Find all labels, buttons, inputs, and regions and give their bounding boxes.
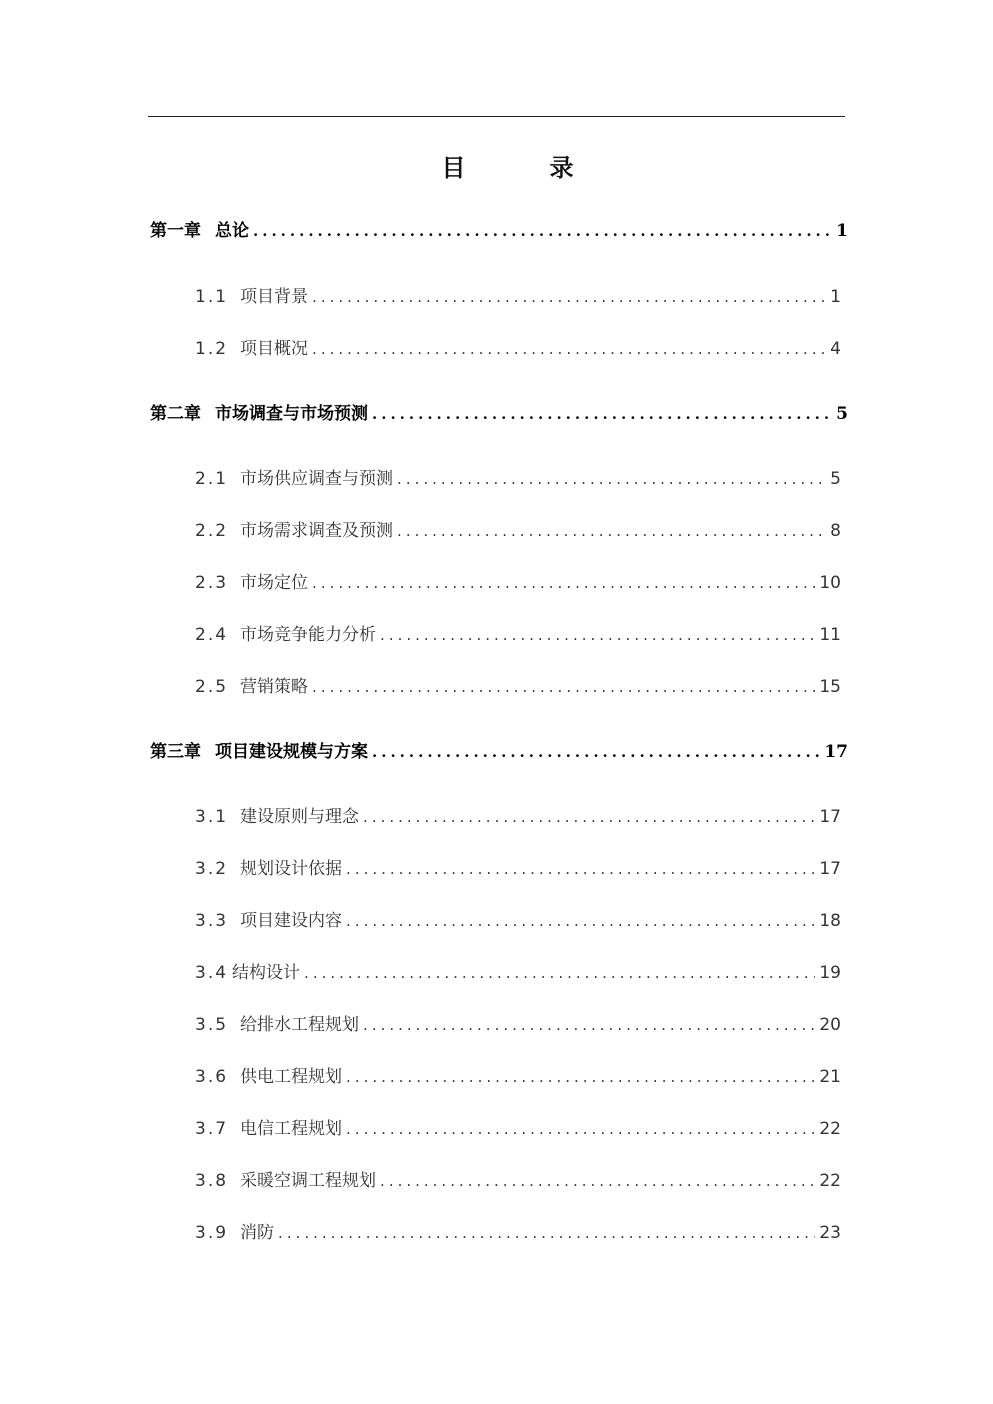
page-number: 21 xyxy=(819,1067,841,1087)
dot-leader xyxy=(397,466,826,492)
dot-leader xyxy=(312,336,826,362)
dot-leader xyxy=(278,1220,815,1246)
section-number: 1.1 xyxy=(195,287,229,307)
toc-section-3-2[interactable] xyxy=(195,856,841,882)
dot-leader xyxy=(346,1064,815,1090)
toc-entry-label xyxy=(150,401,368,427)
toc-chapter-1[interactable] xyxy=(150,218,848,244)
toc-entry-label xyxy=(195,960,300,986)
page-number: 20 xyxy=(819,1015,841,1035)
toc-section-3-9[interactable] xyxy=(195,1220,841,1246)
toc-entry-label xyxy=(195,570,308,596)
toc-entry-label xyxy=(195,466,393,492)
dot-leader xyxy=(304,960,815,986)
page-number: 5 xyxy=(836,404,848,424)
section-title: 供电工程规划 xyxy=(240,1067,343,1087)
section-title: 建设原则与理念 xyxy=(240,807,360,827)
dot-leader xyxy=(363,804,815,830)
toc-section-3-6[interactable] xyxy=(195,1064,841,1090)
section-number: 3.9 xyxy=(195,1223,229,1243)
toc-entry-label xyxy=(195,284,308,310)
dot-leader xyxy=(346,1116,815,1142)
page-number: 17 xyxy=(819,807,841,827)
header-rule xyxy=(148,116,845,117)
dot-leader xyxy=(312,674,815,700)
section-number: 3.2 xyxy=(195,859,229,879)
toc-section-3-5[interactable] xyxy=(195,1012,841,1038)
section-number: 2.3 xyxy=(195,573,229,593)
toc-section-2-3[interactable] xyxy=(195,570,841,596)
page-number: 18 xyxy=(819,911,841,931)
chapter-number: 第一章 xyxy=(150,221,201,241)
toc-section-2-5[interactable] xyxy=(195,674,841,700)
section-title: 规划设计依据 xyxy=(240,859,343,879)
toc-entry-label xyxy=(195,908,342,934)
section-number: 3.5 xyxy=(195,1015,229,1035)
toc-section-2-4[interactable] xyxy=(195,622,841,648)
section-number: 3.7 xyxy=(195,1119,229,1139)
section-number: 2.2 xyxy=(195,521,229,541)
toc-entry-label xyxy=(195,1064,342,1090)
toc-entry-label xyxy=(195,622,376,648)
toc-entry-label xyxy=(195,1012,359,1038)
toc-section-1-2[interactable] xyxy=(195,336,841,362)
page-number: 8 xyxy=(830,521,841,541)
toc-title: 目 录 xyxy=(441,153,604,182)
toc-section-3-1[interactable] xyxy=(195,804,841,830)
toc-section-3-7[interactable] xyxy=(195,1116,841,1142)
section-number: 3.4 xyxy=(195,963,229,983)
toc-entry-label xyxy=(195,1116,342,1142)
section-title: 市场竞争能力分析 xyxy=(240,625,377,645)
page-number: 4 xyxy=(830,339,841,359)
section-title: 消防 xyxy=(240,1223,275,1243)
toc-section-2-1[interactable] xyxy=(195,466,841,492)
section-number: 1.2 xyxy=(195,339,229,359)
section-title: 项目概况 xyxy=(240,339,309,359)
section-number: 2.5 xyxy=(195,677,229,697)
chapter-title: 总论 xyxy=(215,221,249,241)
toc-entry-label xyxy=(195,1220,274,1246)
chapter-title: 项目建设规模与方案 xyxy=(215,742,368,762)
toc-entry-label xyxy=(195,518,393,544)
toc-section-2-2[interactable] xyxy=(195,518,841,544)
dot-leader xyxy=(312,284,826,310)
page-number: 23 xyxy=(819,1223,841,1243)
dot-leader xyxy=(363,1012,815,1038)
dot-leader xyxy=(380,622,815,648)
page-number: 19 xyxy=(819,963,841,983)
chapter-number: 第二章 xyxy=(150,404,201,424)
section-number: 2.1 xyxy=(195,469,229,489)
section-title: 项目背景 xyxy=(240,287,309,307)
chapter-number: 第三章 xyxy=(150,742,201,762)
toc-entry-label xyxy=(195,674,308,700)
section-number: 3.3 xyxy=(195,911,229,931)
section-title: 项目建设内容 xyxy=(240,911,343,931)
page-number: 17 xyxy=(824,742,848,762)
toc-entry-label xyxy=(195,804,359,830)
dot-leader xyxy=(372,739,820,765)
page-number: 5 xyxy=(830,469,841,489)
dot-leader xyxy=(380,1168,815,1194)
page-number: 15 xyxy=(819,677,841,697)
page-number: 10 xyxy=(819,573,841,593)
page-number: 17 xyxy=(819,859,841,879)
toc-section-3-4[interactable] xyxy=(195,960,841,986)
toc-section-1-1[interactable] xyxy=(195,284,841,310)
chapter-title: 市场调查与市场预测 xyxy=(215,404,368,424)
section-title: 给排水工程规划 xyxy=(240,1015,360,1035)
toc-chapter-3[interactable] xyxy=(150,739,848,765)
dot-leader xyxy=(346,856,815,882)
section-title: 市场供应调查与预测 xyxy=(240,469,394,489)
section-title: 电信工程规划 xyxy=(240,1119,343,1139)
toc-section-3-8[interactable] xyxy=(195,1168,841,1194)
toc-entry-label xyxy=(150,739,368,765)
section-title: 结构设计 xyxy=(232,963,301,983)
section-title: 采暖空调工程规划 xyxy=(240,1171,377,1191)
page-number: 1 xyxy=(830,287,841,307)
toc-entry-label xyxy=(195,856,342,882)
dot-leader xyxy=(346,908,815,934)
section-number: 3.6 xyxy=(195,1067,229,1087)
section-number: 2.4 xyxy=(195,625,229,645)
dot-leader xyxy=(312,570,815,596)
dot-leader xyxy=(253,218,832,244)
toc-entry-label xyxy=(195,336,308,362)
dot-leader xyxy=(397,518,826,544)
dot-leader xyxy=(372,401,832,427)
page-number: 11 xyxy=(819,625,841,645)
section-number: 3.8 xyxy=(195,1171,229,1191)
toc-entry-label xyxy=(195,1168,376,1194)
page-number: 1 xyxy=(836,221,848,241)
page-number: 22 xyxy=(819,1119,841,1139)
toc-entry-label xyxy=(150,218,249,244)
section-number: 3.1 xyxy=(195,807,229,827)
toc-section-3-3[interactable] xyxy=(195,908,841,934)
page-number: 22 xyxy=(819,1171,841,1191)
section-title: 市场需求调查及预测 xyxy=(240,521,394,541)
section-title: 市场定位 xyxy=(240,573,309,593)
toc-chapter-2[interactable] xyxy=(150,401,848,427)
section-title: 营销策略 xyxy=(240,677,309,697)
